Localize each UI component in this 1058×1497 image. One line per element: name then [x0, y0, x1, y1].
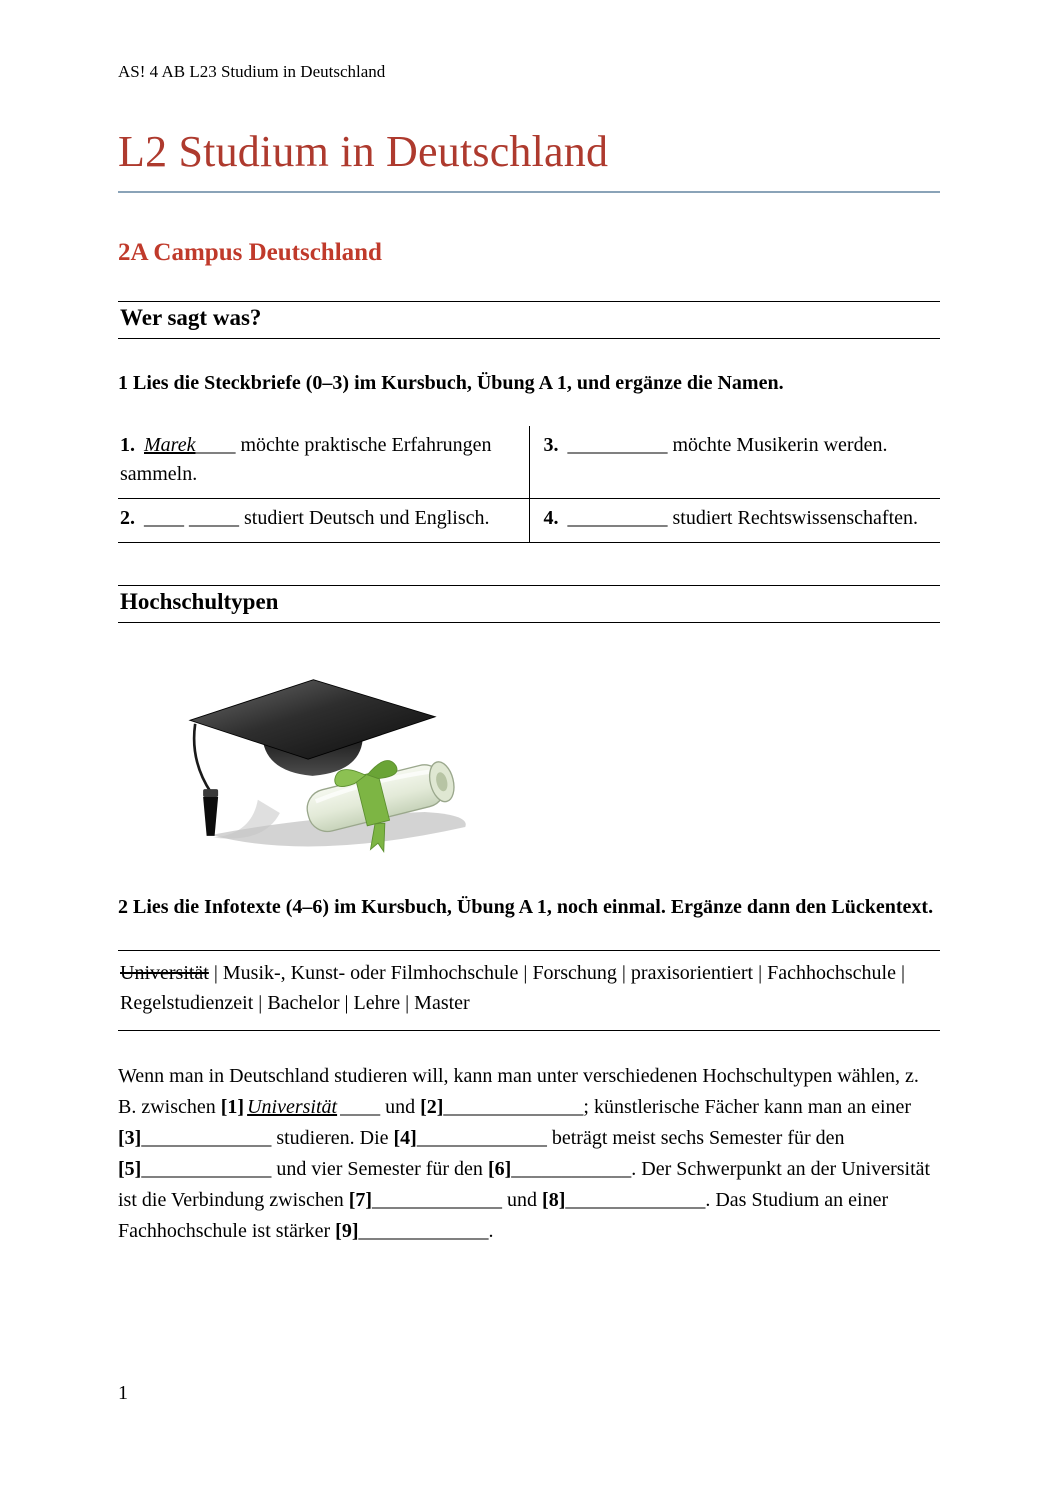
item-number: 2.: [120, 507, 135, 529]
page-title: L2 Studium in Deutschland: [118, 126, 940, 193]
gap-number: [1]: [220, 1096, 245, 1118]
item-text: studiert Rechtswissenschaften.: [672, 507, 918, 529]
heading-wer-sagt-was: Wer sagt was?: [118, 301, 940, 339]
gap-blank[interactable]: _____________: [141, 1127, 272, 1149]
gap-text: .: [488, 1220, 494, 1242]
gap-text: . Das Studium an einer Fachhochschule ist stärker: [118, 1189, 889, 1242]
gap-fill-paragraph: [118, 1061, 940, 1247]
gap-text: studieren. Die: [271, 1127, 394, 1149]
wordbank-item: Universität: [120, 962, 209, 984]
item-text: möchte Musikerin werden.: [672, 434, 888, 456]
gap-text: Wenn man in Deutschland studieren will, kann man unter verschiedenen Hochschultypen wählen, z. B. zwischen: [118, 1065, 919, 1118]
table-row: [118, 426, 940, 499]
gap-blank[interactable]: ____________: [511, 1158, 632, 1180]
word-bank: Universität | Musik-, Kunst- oder Filmhochschule | Forschung | praxisorientiert | Fachhochschule | Regelstudienzeit | Bachelor | Lehre | Master: [118, 950, 940, 1031]
gap-blank[interactable]: ______________: [565, 1189, 706, 1211]
heading-hochschultypen: Hochschultypen: [118, 585, 940, 623]
gap-number: [2]: [420, 1096, 444, 1118]
document-header: AS! 4 AB L23 Studium in Deutschland: [118, 62, 386, 81]
item-number: 3.: [543, 434, 559, 456]
gap-blank[interactable]: _____________: [358, 1220, 489, 1242]
gap-blank[interactable]: _____________: [141, 1158, 272, 1180]
task2-instruction: 2 Lies die Infotexte (4–6) im Kursbuch, Übung A 1, noch einmal. Ergänze dann den Lückentext.: [118, 896, 934, 918]
answer-blank-4[interactable]: __________: [567, 507, 668, 529]
gap-text: und: [380, 1096, 421, 1118]
wordbank-item: Master: [414, 992, 470, 1014]
answer-blank-1[interactable]: ____: [195, 434, 236, 456]
wordbank-item: Fachhochschule: [767, 962, 896, 984]
answer-marek[interactable]: Marek: [144, 434, 196, 456]
names-table: [118, 426, 940, 543]
wordbank-item: Musik-, Kunst- oder Filmhochschule: [222, 962, 519, 984]
gap-number: [7]: [348, 1189, 373, 1211]
table-cell-2: [118, 499, 529, 543]
gap-text: und: [502, 1189, 543, 1211]
item-text: studiert Deutsch und Englisch.: [244, 507, 490, 529]
table-cell-4: [529, 499, 940, 543]
gap-number: [8]: [542, 1189, 566, 1211]
answer-blank-3[interactable]: __________: [567, 434, 668, 456]
wordbank-item: Lehre: [353, 992, 401, 1014]
task1-instruction: 1 Lies die Steckbriefe (0–3) im Kursbuch, Übung A 1, und ergänze die Namen.: [118, 372, 784, 394]
gap-number: [4]: [393, 1127, 417, 1149]
gap-blank[interactable]: ______________: [443, 1096, 584, 1118]
wordbank-item: Regelstudienzeit: [120, 992, 254, 1014]
gap-text: ; künstlerische Fächer kann man an einer: [583, 1096, 912, 1118]
table-cell-3: [529, 426, 940, 499]
section-title: 2A Campus Deutschland: [118, 239, 382, 266]
gap-text: beträgt meist sechs Semester für den: [546, 1127, 845, 1149]
answer-blank-2[interactable]: ____ _____: [144, 507, 239, 529]
gap-number: [9]: [335, 1220, 359, 1242]
gap-text: und vier Semester für den: [271, 1158, 488, 1180]
gap-number: [3]: [118, 1127, 142, 1149]
gap-answer[interactable]: Universität: [247, 1096, 338, 1118]
graduation-cap-diploma-image: [174, 653, 940, 867]
gap-number: [6]: [487, 1158, 512, 1180]
item-number: 4.: [543, 507, 559, 529]
item-text: möchte praktische Erfahrungen sammeln.: [120, 434, 492, 485]
gap-blank[interactable]: ____: [340, 1096, 381, 1118]
table-row: [118, 499, 940, 543]
page-number: 1: [118, 1382, 128, 1404]
gap-blank[interactable]: _____________: [416, 1127, 547, 1149]
gap-blank[interactable]: _____________: [372, 1189, 503, 1211]
gap-text: . Der Schwerpunkt an der Universität ist die Verbindung zwischen: [118, 1158, 931, 1211]
table-cell-1: [118, 426, 529, 499]
wordbank-item: Bachelor: [267, 992, 340, 1014]
graduation-cap-diploma-illustration: [174, 653, 474, 867]
wordbank-item: Forschung: [532, 962, 617, 984]
wordbank-item: praxisorientiert: [630, 962, 754, 984]
gap-number: [5]: [118, 1158, 142, 1180]
item-number: 1.: [120, 434, 135, 456]
